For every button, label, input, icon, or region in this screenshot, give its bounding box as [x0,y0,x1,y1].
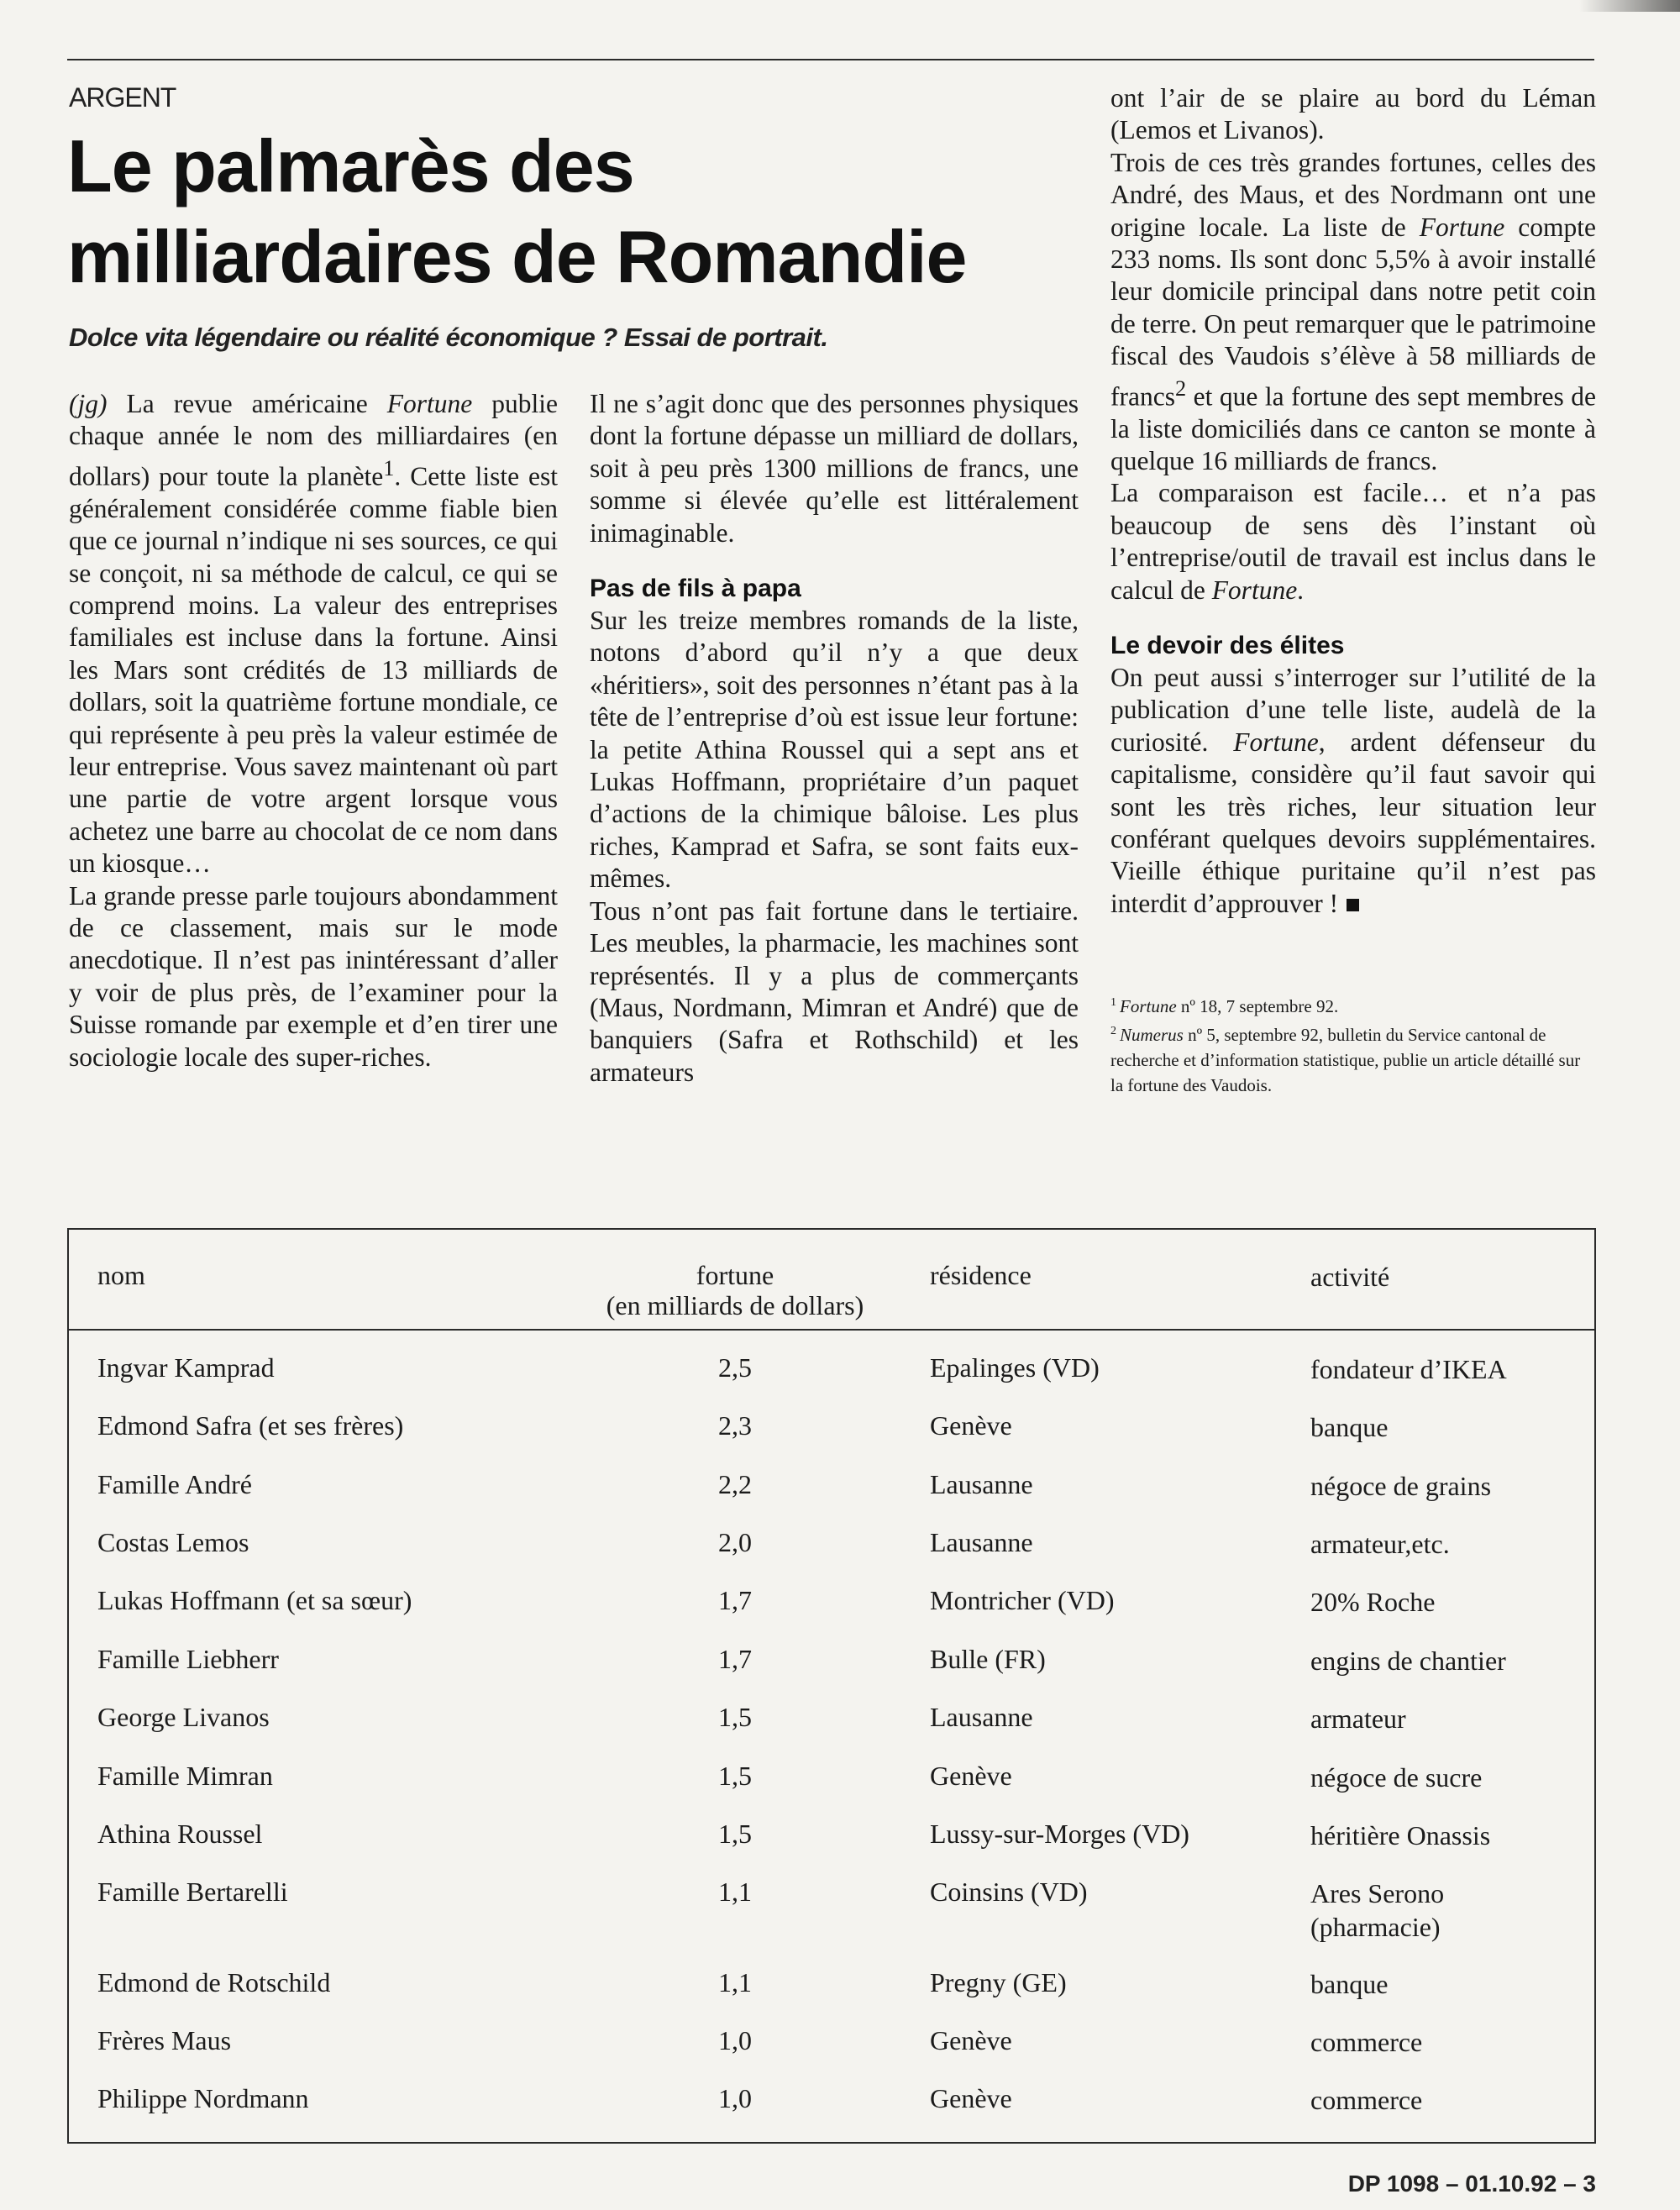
cell-residence: Lausanne [930,1702,1033,1732]
cell-activite [1310,1877,1444,1944]
cell-fortune: 2,0 [718,1527,752,1557]
cell-residence: Montricher (VD) [930,1585,1115,1615]
footnote-text: nº 5, septembre 92, bulletin du Service cantonal de recherche et d’information statistique, publie un article détaillé sur la fortune des Vaudois. [1110,1025,1581,1096]
table-row [69,1469,1594,1520]
footnote-ref: 1 [383,455,395,480]
cell-fortune: 1,1 [718,1967,752,1997]
byline: (jg) [69,389,108,418]
text-run: On peut aussi s’interroger sur l’utilité de la publication d’une telle liste, audelà de la curiosité. [1110,663,1596,757]
text-run: publie chaque année le nom des milliardaires (en dollars) pour toute la planète [69,389,558,491]
cell-residence: Epalinges (VD) [930,1352,1100,1383]
footnote-ref: 2 [1174,375,1187,401]
cell-fortune: 1,7 [718,1644,752,1674]
cell-fortune: 2,2 [718,1469,752,1499]
billionaires-table [67,1228,1596,2144]
text-run: . Cette liste est généralement considérée comme fiable bien que ce journal n’indique ni ses sources, ce qui se conçoit, ni sa méthode de calcul, ce qui se comprend moins. La valeur des entreprises familiales est incluse dans la fortune. Ainsi les Mars sont crédités de 13 milliards de dollars, soit la quatrième fortune mondiale, ce qui représente à peu près la valeur estimée de leur entreprise. Vous savez maintenant où part une partie de votre argent lorsque vous achetez une barre au chocolat de ce nom dans un kiosque… [69,461,558,879]
article-column-2 [590,388,1079,1089]
cell-fortune: 1,0 [718,2025,752,2055]
cell-activite: 20% Roche [1310,1587,1436,1617]
publication-name: Fortune [1120,996,1177,1017]
table-row [69,1527,1594,1577]
cell-activite: armateur [1310,1703,1406,1734]
table-row [69,1761,1594,1811]
table-row [69,2083,1594,2134]
table-header-row [69,1230,1594,1331]
cell-residence: Lausanne [930,1527,1033,1557]
cell-nom: Edmond de Rotschild [97,1967,331,1997]
cell-activite: négoce de grains [1310,1471,1492,1501]
publication-name: Fortune [386,389,473,418]
cell-fortune: 1,0 [718,2083,752,2113]
paragraph: La grande presse parle toujours abondamment de ce classement, mais sur le mode anecdotique. Il n’est pas inintéressant d’aller y voir de plus près, de l’examiner pour la Suisse romande par exemple et d’en tirer une sociologie locale des super-riches. [69,880,558,1072]
cell-nom: George Livanos [97,1702,270,1732]
cell-activite: engins de chantier [1310,1646,1506,1676]
cell-residence: Genève [930,2083,1012,2113]
cell-residence: Genève [930,2025,1012,2055]
cell-fortune: 1,7 [718,1585,752,1615]
cell-fortune: 2,3 [718,1410,752,1441]
article-column-3 [1110,82,1596,1098]
paragraph: ont l’air de se plaire au bord du Léman (Lemos et Livanos). [1110,83,1596,145]
cell-residence: Bulle (FR) [930,1644,1046,1674]
subheading: Pas de fils à papa [590,575,801,603]
cell-nom: Famille Bertarelli [97,1877,288,1907]
cell-nom: Costas Lemos [97,1527,249,1557]
table-row [69,1877,1594,1952]
headline-line-2: milliardaires de Romandie [67,215,967,298]
cell-nom: Philippe Nordmann [97,2083,309,2113]
table-row [69,1819,1594,1869]
scan-edge-shadow [1579,0,1680,12]
page-footer: DP 1098 – 01.10.92 – 3 [1347,2171,1596,2197]
cell-nom: Edmond Safra (et ses frères) [97,1410,404,1441]
cell-activite: commerce [1310,2085,1423,2115]
table-row [69,1967,1594,2018]
cell-residence: Lussy-sur-Morges (VD) [930,1819,1189,1849]
paragraph: Il ne s’agit donc que des personnes physiques dont la fortune dépasse un milliard de dollars, soit à peu près 1300 millions de francs, une somme si élevée qu’elle est littéralement inimaginable. [590,389,1079,548]
footnote-1 [1110,990,1596,1019]
table-row [69,2025,1594,2076]
table-row [69,1585,1594,1635]
paragraph [1110,147,1596,478]
cell-activite: commerce [1310,2027,1423,2057]
text-run: Trois de ces très grandes fortunes, celles des André, des Maus, et des Nordmann ont une origine locale. La liste de [1110,147,1596,242]
cell-fortune: 2,5 [718,1352,752,1383]
cell-nom: Athina Roussel [97,1819,263,1849]
paragraph [69,388,558,880]
header-activite: activité [1310,1262,1390,1292]
paragraph: Tous n’ont pas fait fortune dans le tertiaire. Les meubles, la pharmacie, les machines sont représentés. Il y a plus de commerçants (Maus, Nordmann, Mimran et André) que de banquiers (Safra et Rothschild) et les armateurs [590,895,1079,1087]
cell-activite: fondateur d’IKEA [1310,1354,1507,1384]
cell-residence: Genève [930,1761,1012,1791]
footnote-number: 1 [1110,996,1116,1010]
table-row [69,1644,1594,1694]
publication-name: Numerus [1120,1025,1184,1046]
header-nom: nom [97,1260,145,1290]
end-of-article-mark-icon [1347,899,1359,911]
cell-fortune: 1,5 [718,1819,752,1849]
text-run: La revue américaine [107,389,387,418]
cell-nom: Famille André [97,1469,252,1499]
cell-activite: banque [1310,1969,1389,1999]
footnote-text: nº 18, 7 septembre 92. [1176,996,1339,1017]
header-fortune-unit: (en milliards de dollars) [606,1290,864,1320]
paragraph: Sur les treize membres romands de la liste, notons d’abord qu’il n’y a que deux «héritiers», soit des personnes n’étant pas à la tête de l’entreprise d’où est issue leur fortune: la petite Athina Roussel qui a sept ans et Lukas Hoffmann, propriétaire d’un paquet d’actions de la chimique bâloise. Les plus riches, Kamprad et Safra, se sont faits eux-mêmes. [590,606,1079,894]
cell-nom: Lukas Hoffmann (et sa sœur) [97,1585,412,1615]
cell-fortune: 1,5 [718,1702,752,1732]
cell-nom: Frères Maus [97,2025,232,2055]
cell-activite: héritière Onassis [1310,1820,1491,1850]
cell-activite-line-1: Ares Serono [1310,1878,1445,1908]
text-run: , ardent défenseur du capitalisme, considère qu’il faut savoir qui sont les très riches, leur situation leur conférant quelques devoirs supplémentaires. Vieille éthique puritaine qu’il n’est pas interdit d’approuver ! [1110,727,1597,918]
footnote-number: 2 [1110,1025,1116,1038]
header-fortune [525,1260,945,1320]
table-row [69,1410,1594,1461]
header-fortune-label: fortune [696,1260,774,1290]
paragraph [1110,477,1596,606]
cell-activite-line-2: (pharmacie) [1310,1912,1441,1942]
headline-line-1: Le palmarès des [67,124,634,207]
top-rule [67,59,1594,60]
cell-nom: Famille Mimran [97,1761,273,1791]
text-run: compte 233 noms. Ils sont donc 5,5% à avoir installé leur domicile principal dans notre petit coin de terre. On peut remarquer que le patrimoine fiscal des Vaudois s’élève à 58 milliards de francs [1110,212,1597,412]
footnote-2 [1110,1019,1596,1098]
footnotes [1110,990,1596,1098]
text-run: et que la fortune des sept membres de la liste domiciliés dans ce canton se monte à quelque 16 milliards de francs. [1110,381,1596,475]
table-row [69,1352,1594,1403]
article-column-1 [69,388,558,1074]
cell-fortune: 1,1 [718,1877,752,1907]
deck: Dolce vita légendaire ou réalité économique ? Essai de portrait. [69,323,828,352]
cell-residence: Pregny (GE) [930,1967,1067,1997]
cell-activite: armateur,etc. [1310,1529,1450,1559]
text-run: La comparaison est facile… et n’a pas beaucoup de sens dès l’instant où l’entreprise/outil de travail est inclus dans le calcul de [1110,478,1596,605]
cell-residence: Lausanne [930,1469,1033,1499]
publication-name: Fortune [1211,575,1298,605]
cell-residence: Coinsins (VD) [930,1877,1088,1907]
cell-nom: Ingvar Kamprad [97,1352,275,1383]
text-run: . [1297,575,1305,605]
publication-name: Fortune [1233,727,1319,757]
table-row [69,1702,1594,1752]
cell-fortune: 1,5 [718,1761,752,1791]
publication-name: Fortune [1419,212,1505,242]
cell-residence: Genève [930,1410,1012,1441]
cell-activite: banque [1310,1412,1389,1442]
paragraph [1110,662,1596,920]
header-residence: résidence [930,1260,1032,1290]
section-label: ARGENT [69,82,176,113]
headline [67,121,967,302]
cell-nom: Famille Liebherr [97,1644,279,1674]
cell-activite: négoce de sucre [1310,1762,1483,1793]
subheading: Le devoir des élites [1110,632,1345,659]
